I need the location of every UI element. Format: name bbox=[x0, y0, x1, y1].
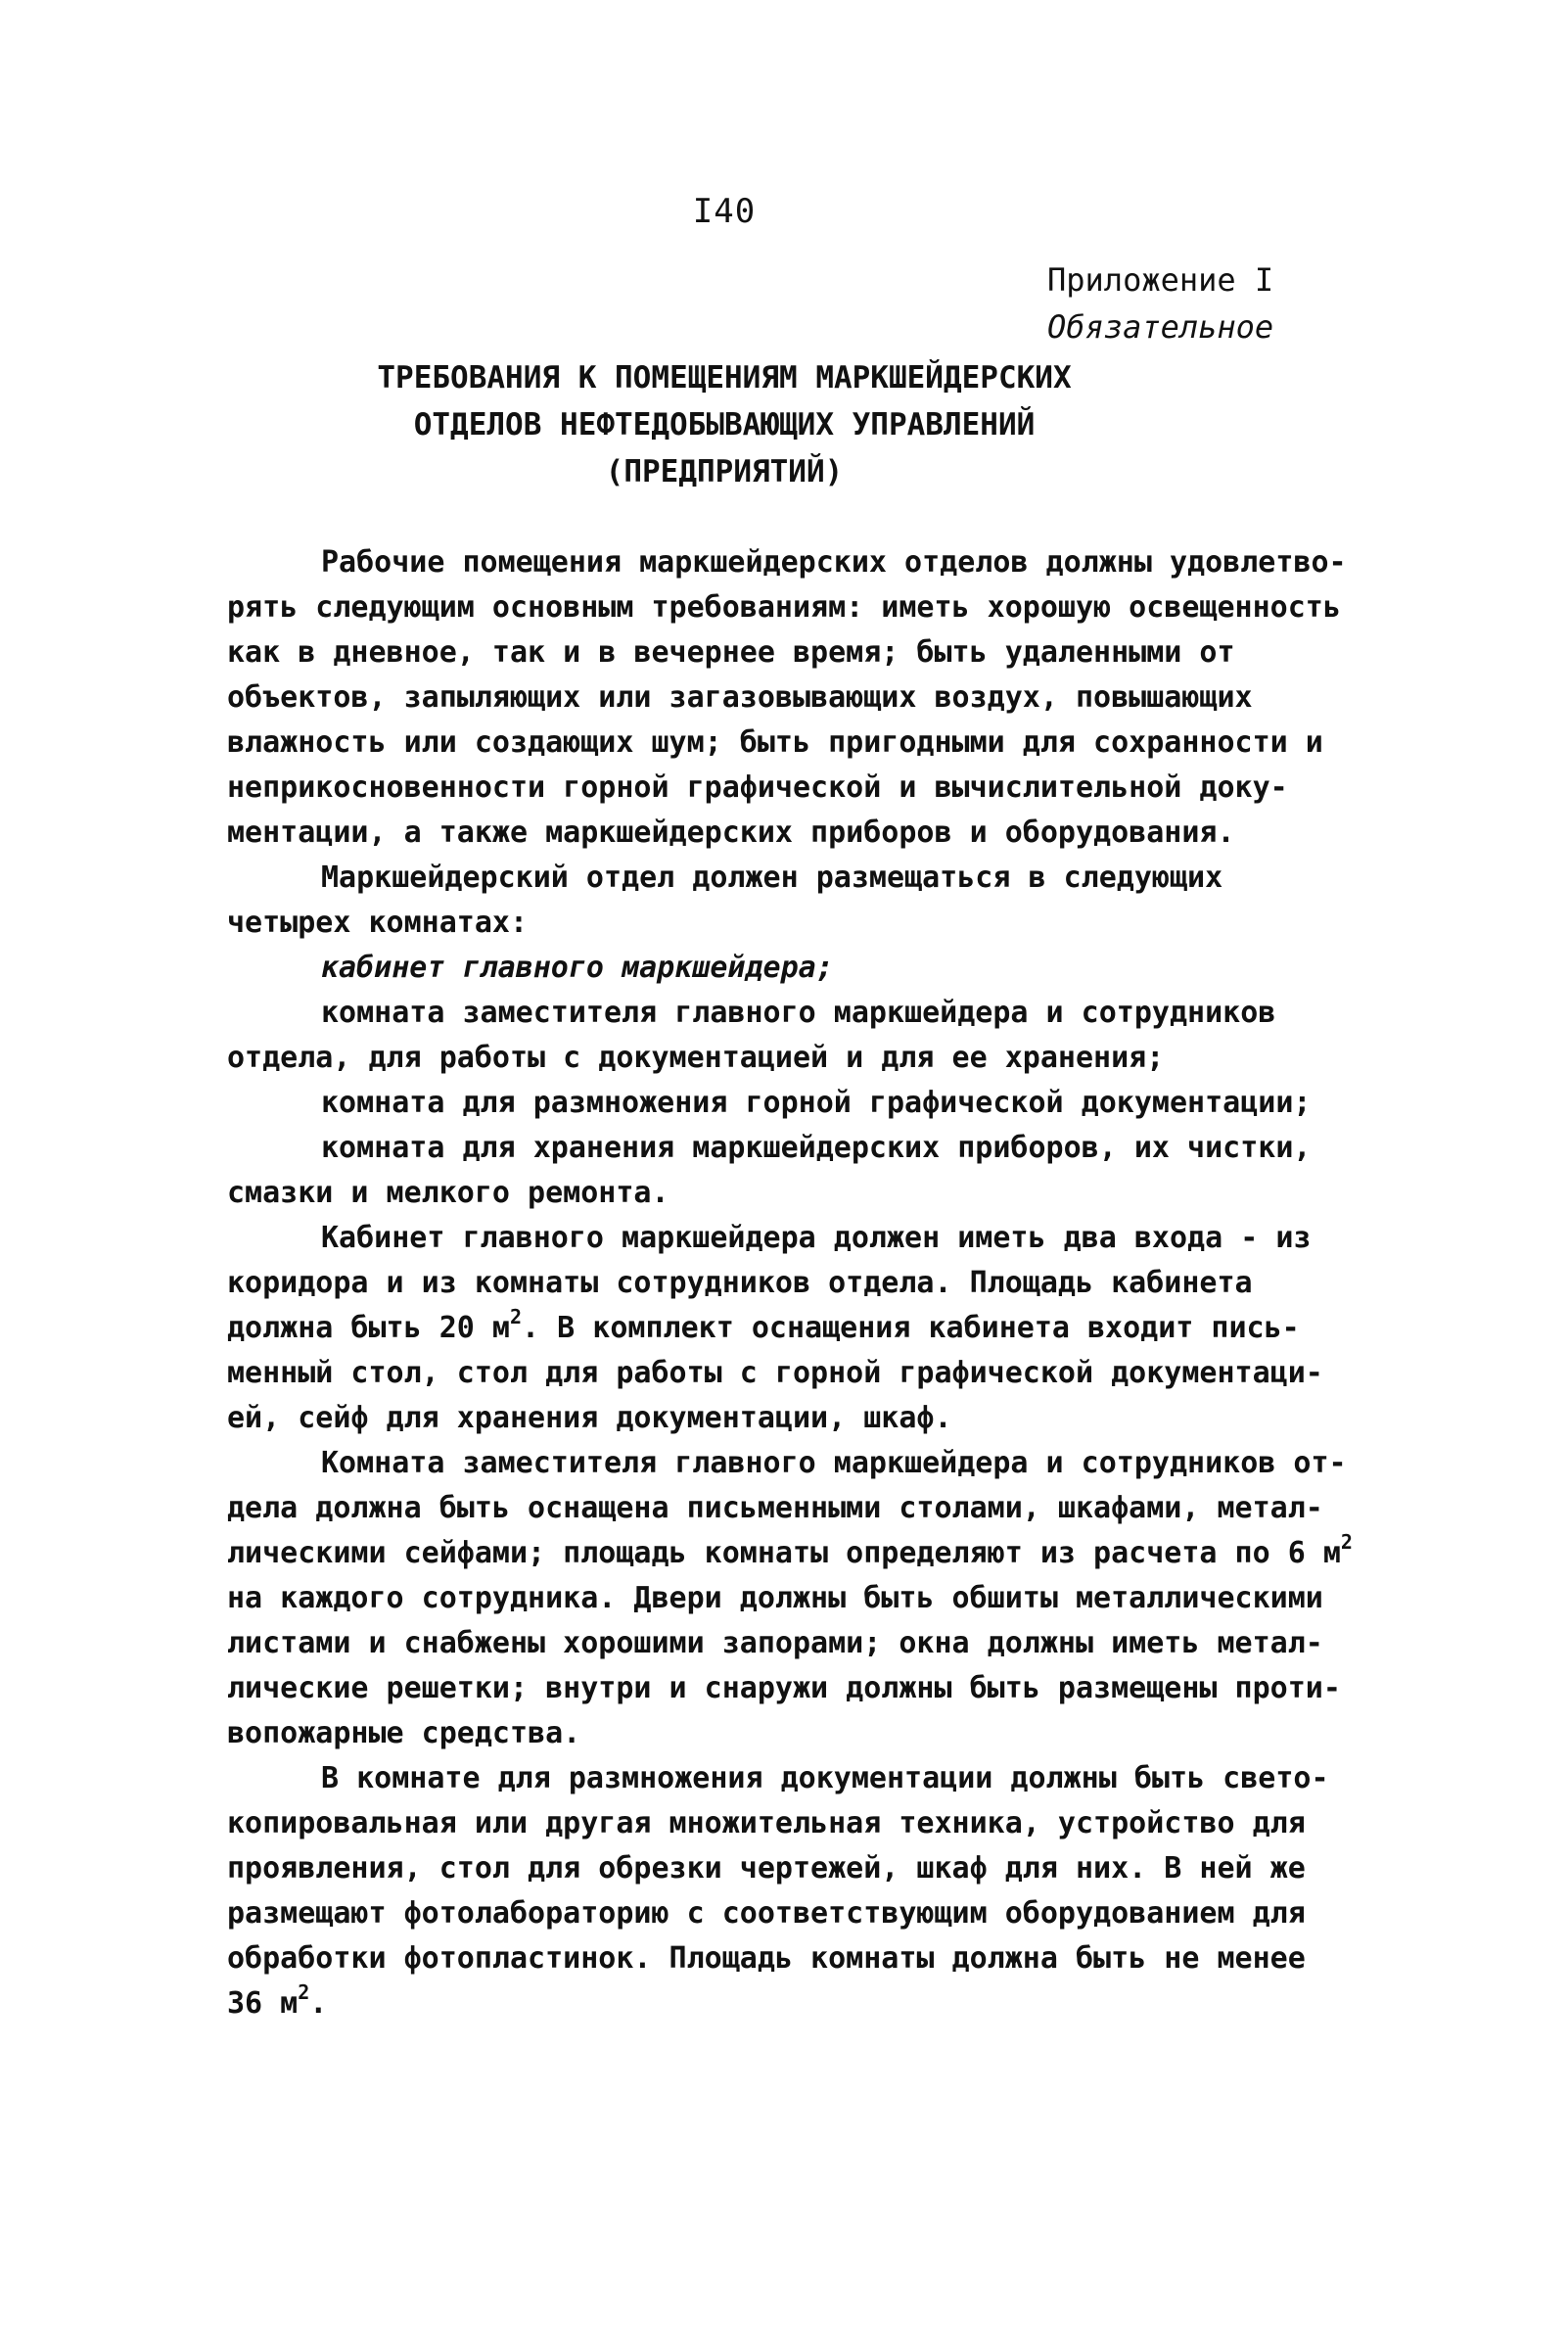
text-line bbox=[227, 1981, 1413, 2026]
text-line: комната для размножения горной графической документации; bbox=[321, 1086, 1312, 1120]
text-line: Рабочие помещения маркшейдерских отделов должны удовлетво- bbox=[321, 545, 1347, 580]
appendix-label: Приложение I bbox=[1047, 261, 1274, 299]
text-line: обработки фотопластинок. Площадь комнаты должна быть не менее bbox=[227, 1941, 1306, 1976]
text-line: Комната заместителя главного маркшейдера и сотрудников от- bbox=[321, 1446, 1347, 1480]
text-line: влажность или создающих шум; быть пригодными для сохранности и bbox=[227, 725, 1323, 760]
text-line: кабинет главного маркшейдера; bbox=[321, 951, 834, 985]
text-line bbox=[227, 1531, 1413, 1576]
text-line: ментации, а также маркшейдерских приборов и оборудования. bbox=[227, 815, 1235, 850]
text-line: четырех комнатах: bbox=[227, 906, 529, 940]
text-line: размещают фотолабораторию с соответствующим оборудованием для bbox=[227, 1896, 1306, 1931]
superscript: 2 bbox=[1340, 1530, 1353, 1554]
text-line bbox=[227, 1306, 1413, 1351]
text-line: В комнате для размножения документации должны быть свето- bbox=[321, 1761, 1329, 1795]
text-fragment: лическими сейфами; площадь комнаты определяют из расчета по 6 м bbox=[227, 1536, 1341, 1570]
document-title bbox=[0, 354, 1449, 495]
text-line: листами и снабжены хорошими запорами; окна должны иметь метал- bbox=[227, 1626, 1323, 1660]
superscript: 2 bbox=[509, 1305, 523, 1328]
text-line: менный стол, стол для работы с горной графической документаци- bbox=[227, 1356, 1323, 1390]
text-line: отдела, для работы с документацией и для ее хранения; bbox=[227, 1041, 1165, 1075]
text-line: коридора и из комнаты сотрудников отдела. Площадь кабинета bbox=[227, 1266, 1253, 1300]
text-line: копировальная или другая множительная техника, устройство для bbox=[227, 1806, 1306, 1840]
title-line: (ПРЕДПРИЯТИЙ) bbox=[605, 454, 844, 489]
text-line: Кабинет главного маркшейдера должен иметь два входа - из bbox=[321, 1221, 1312, 1255]
text-line: комната для хранения маркшейдерских приборов, их чистки, bbox=[321, 1131, 1312, 1165]
body-text bbox=[227, 540, 1413, 2026]
text-fragment: 36 м bbox=[227, 1986, 299, 2021]
text-line: вопожарные средства. bbox=[227, 1716, 581, 1750]
text-line: дела должна быть оснащена письменными столами, шкафами, метал- bbox=[227, 1491, 1323, 1525]
text-fragment: . bbox=[309, 1986, 328, 2021]
appendix-heading bbox=[1047, 256, 1273, 350]
text-fragment: . В комплект оснащения кабинета входит пись- bbox=[522, 1311, 1300, 1345]
text-line: объектов, запыляющих или загазовывающих воздух, повышающих bbox=[227, 680, 1253, 715]
text-line: проявления, стол для обрезки чертежей, шкаф для них. В ней же bbox=[227, 1851, 1306, 1886]
appendix-note: Обязательное bbox=[1047, 308, 1274, 346]
text-line: лические решетки; внутри и снаружи должны быть размещены проти- bbox=[227, 1671, 1341, 1705]
title-line: ТРЕБОВАНИЯ К ПОМЕЩЕНИЯМ МАРКШЕЙДЕРСКИХ bbox=[377, 360, 1072, 396]
superscript: 2 bbox=[298, 1980, 310, 2004]
text-line: рять следующим основным требованиям: иметь хорошую освещенность bbox=[227, 590, 1341, 625]
title-line: ОТДЕЛОВ НЕФТЕДОБЫВАЮЩИХ УПРАВЛЕНИЙ bbox=[413, 407, 1036, 442]
text-line: комната заместителя главного маркшейдера и сотрудников bbox=[321, 996, 1276, 1030]
page-number: I40 bbox=[692, 192, 757, 231]
text-line: Маркшейдерский отдел должен размещаться в следующих bbox=[321, 861, 1223, 895]
text-line: смазки и мелкого ремонта. bbox=[227, 1176, 669, 1210]
text-line: на каждого сотрудника. Двери должны быть обшиты металлическими bbox=[227, 1581, 1323, 1615]
text-line: ей, сейф для хранения документации, шкаф. bbox=[227, 1401, 952, 1435]
text-line: неприкосновенности горной графической и вычислительной доку- bbox=[227, 770, 1288, 805]
text-line: как в дневное, так и в вечернее время; быть удаленными от bbox=[227, 635, 1235, 670]
text-fragment: должна быть 20 м bbox=[227, 1311, 510, 1345]
